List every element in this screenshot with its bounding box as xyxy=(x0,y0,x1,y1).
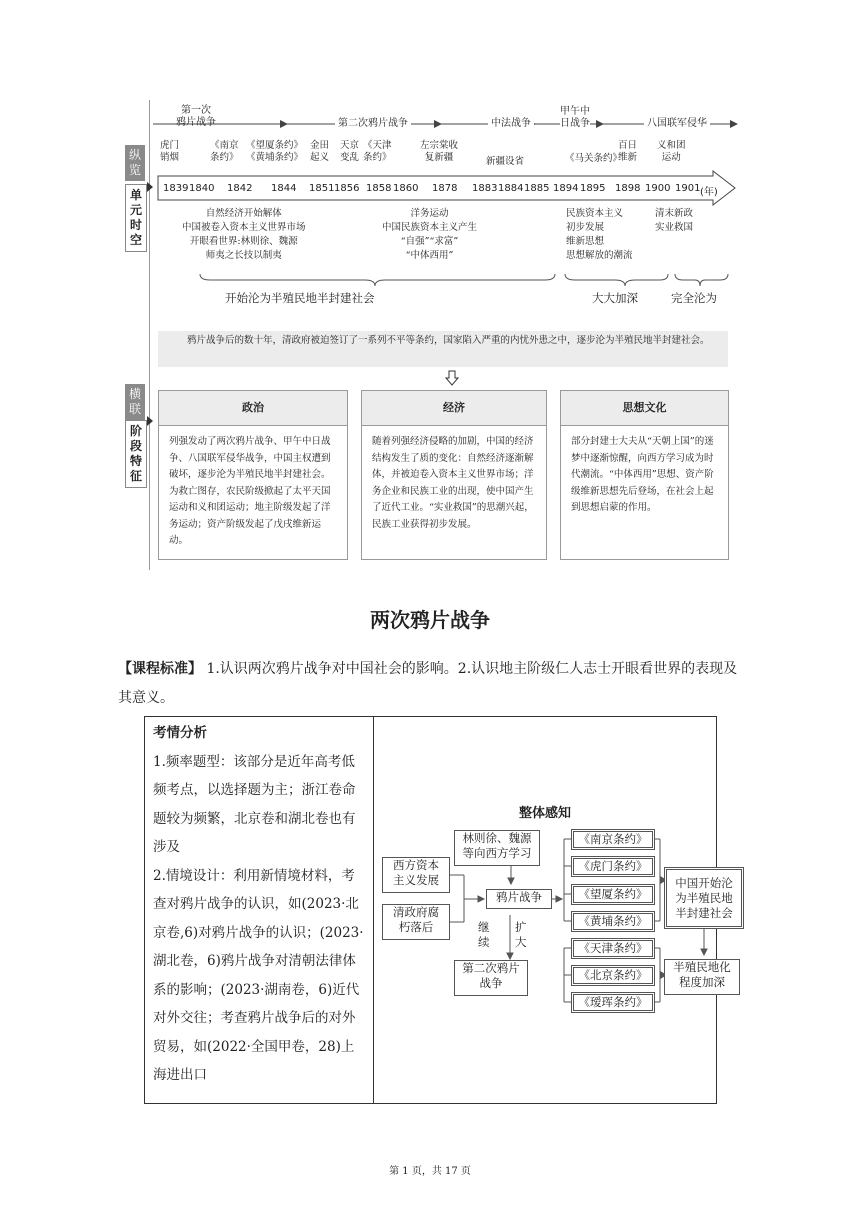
continue-label: 继 续 xyxy=(478,920,490,949)
learn-from-west-box: 林则徐、魏源 等向西方学习 xyxy=(454,830,540,866)
brace-label-2: 大大加深 xyxy=(592,291,638,305)
overview-title: 整体感知 xyxy=(518,806,571,821)
page-footer: 第 1 页，共 17 页 xyxy=(389,1166,471,1177)
feature-title: 经济 xyxy=(362,391,546,426)
result-semicolonial-box: 中国开始沦 为半殖民地 半封建社会 xyxy=(664,867,744,929)
curriculum-text: 1.认识两次鸦片战争对中国社会的影响。2.认识地主阶级仁人志士开眼看世界的表现及其意义。 xyxy=(118,661,738,706)
feature-box-politics xyxy=(158,390,348,560)
analysis-paragraph-1: 1.频率题型：该部分是近年高考低频考点，以选择题为主；浙江卷命题较为频繁，北京卷和湖北卷也有涉及 xyxy=(153,753,356,855)
overview-diagram xyxy=(374,717,733,1103)
note-stage-4: 清末新政 实业救国 xyxy=(655,208,694,233)
main-event-eight-nation: 八国联军侵华 xyxy=(644,118,710,130)
year-tick: 1860 xyxy=(393,183,419,194)
year-tick: 1840 xyxy=(189,183,215,194)
opium-war-box: 鸦片战争 xyxy=(486,889,552,909)
year-tick: 1894 xyxy=(553,183,579,194)
result-deepened-box: 半殖民地化 程度加深 xyxy=(664,959,740,995)
sub-event-tianjin-treaty: 《天津 条约》 xyxy=(363,140,392,163)
sub-event-boxer: 义和团 运动 xyxy=(657,140,686,163)
side-label-unit-time: 单 元 时 空 xyxy=(125,184,147,252)
analysis-paragraph-2: 2.情境设计：利用新情境材料，考查对鸦片战争的认识，如(2023·北京卷,6)对鸦片战争的认识；(2023·湖北卷，6)鸦片战争对清朝法律体系的影响；(2023·湖南卷，6)近代对外交往；考查鸦片战争后的对外贸易，如(2022·全国甲卷，28)上海进出口 xyxy=(153,867,364,1083)
treaty-humen-box: 《虎门条约》 xyxy=(571,856,655,877)
section-title: 两次鸦片战争 xyxy=(370,608,490,632)
cause-qing-decay-box: 清政府腐 朽落后 xyxy=(382,904,450,940)
main-event-sino-japanese-war: 甲午中 日战争 xyxy=(560,106,590,129)
sub-event-shimonoseki: 《马关条约》 xyxy=(565,153,623,164)
vertical-divider xyxy=(149,100,150,570)
curriculum-label: 【课程标准】 xyxy=(118,661,202,677)
year-tick: 1900 xyxy=(645,183,671,194)
year-tick: 1858 xyxy=(366,183,392,194)
main-event-second-opium-war: 第二次鸦片战争 xyxy=(335,118,411,130)
main-event-first-opium-war: 第一次 鸦片战争 xyxy=(176,105,216,128)
feature-box-culture xyxy=(560,390,729,560)
cause-capitalism-box: 西方资本 主义发展 xyxy=(382,857,450,893)
second-opium-war-box: 第二次鸦片 战争 xyxy=(454,960,528,996)
pointer-arrow-icon xyxy=(147,416,153,426)
feature-title: 政治 xyxy=(159,391,347,426)
treaty-huangpu-box: 《黄埔条约》 xyxy=(571,911,655,932)
analysis-column xyxy=(153,719,367,1090)
brace-label-3: 完全沦为 xyxy=(671,291,717,305)
treaty-nanjing-box: 《南京条约》 xyxy=(571,829,655,850)
side-label-stage-features: 阶 段 特 征 xyxy=(125,420,147,488)
year-tick: 1856 xyxy=(334,183,360,194)
treaty-aigun-box: 《瑷珲条约》 xyxy=(571,992,655,1013)
sub-event-hundred-days: 百日 维新 xyxy=(618,140,638,163)
year-tick: 1898 xyxy=(615,183,641,194)
year-tick: 1884 xyxy=(498,183,524,194)
year-tick: 1842 xyxy=(227,183,253,194)
brace-lines xyxy=(150,272,740,290)
note-stage-3: 民族资本主义 初步发展 维新思想 思想解放的潮流 xyxy=(566,208,633,261)
main-event-sino-french-war: 中法战争 xyxy=(488,118,534,130)
treaty-tianjin-box: 《天津条约》 xyxy=(571,938,655,959)
down-arrow-icon xyxy=(445,370,459,386)
year-tick: 1878 xyxy=(432,183,458,194)
summary-text: 鸦片战争后的数十年，清政府被迫签订了一系列不平等条约，国家陷入严重的内忧外患之中，逐步沦为半殖民地半封建社会。 xyxy=(187,335,710,346)
note-stage-2: 洋务运动 中国民族资本主义产生 “自强”“求富” “中体西用” xyxy=(382,208,478,261)
side-label-horizontal: 横 联 xyxy=(125,384,145,420)
sub-event-wangxia-treaty: 《望厦条约》 《黄埔条约》 xyxy=(246,140,304,163)
sub-event-tianjing: 天京 变乱 xyxy=(340,140,360,163)
pointer-arrow-icon xyxy=(147,182,153,192)
year-tick: 1844 xyxy=(271,183,297,194)
feature-box-economy xyxy=(361,390,547,560)
feature-title: 思想文化 xyxy=(561,391,728,426)
feature-body: 列强发动了两次鸦片战争、甲午中日战争、八国联军侵华战争，中国主权遭到破坏，逐步沦为半殖民地半封建社会。为救亡图存，农民阶级掀起了太平天国运动和义和团运动；地主阶级发起了洋务运动；资产阶级发起了戊戌维新运动。 xyxy=(169,436,331,546)
feature-body: 随着列强经济侵略的加剧，中国的经济结构发生了质的变化：自然经济逐渐解体，并被迫卷入资本主义世界市场；洋务企业和民族工业的出现，使中国产生了近代工业。“实业救国”的思潮兴起，民族工业获得初步发展。 xyxy=(372,436,534,530)
year-tick: (年) xyxy=(700,187,718,198)
analysis-table xyxy=(144,716,733,1104)
year-tick: 1901 xyxy=(675,183,701,194)
curriculum-standard xyxy=(118,655,748,713)
year-tick: 1885 xyxy=(524,183,550,194)
summary-band xyxy=(158,331,728,367)
year-tick: 1851 xyxy=(309,183,335,194)
year-tick: 1883 xyxy=(472,183,498,194)
analysis-heading: 考情分析 xyxy=(153,725,207,741)
sub-event-xinjiang-recovery: 左宗棠收 复新疆 xyxy=(420,140,459,163)
note-stage-1: 自然经济开始解体 中国被卷入资本主义世界市场 开眼看世界:林则徐、魏源 师夷之长技以制夷 xyxy=(182,208,306,261)
year-tick: 1895 xyxy=(580,183,606,194)
sub-event-xinjiang-province: 新疆设省 xyxy=(486,156,525,167)
treaty-wangxia-box: 《望厦条约》 xyxy=(571,884,655,905)
year-tick: 1839 xyxy=(163,183,189,194)
sub-event-humen: 虎门 销烟 xyxy=(160,140,180,163)
brace-label-1: 开始沦为半殖民地半封建社会 xyxy=(225,291,375,305)
sub-event-jintian: 金田 起义 xyxy=(310,140,330,163)
feature-body: 部分封建士大夫从“天朝上国”的迷梦中逐渐惊醒，向西方学习成为时代潮流。“中体西用”思想、资产阶级维新思想先后登场，在社会上起到思想启蒙的作用。 xyxy=(571,436,714,513)
side-label-overview: 纵 览 xyxy=(125,145,145,181)
treaty-beijing-box: 《北京条约》 xyxy=(571,965,655,986)
expand-label: 扩 大 xyxy=(515,920,527,949)
sub-event-nanjing-treaty: 《南京 条约》 xyxy=(210,140,239,163)
